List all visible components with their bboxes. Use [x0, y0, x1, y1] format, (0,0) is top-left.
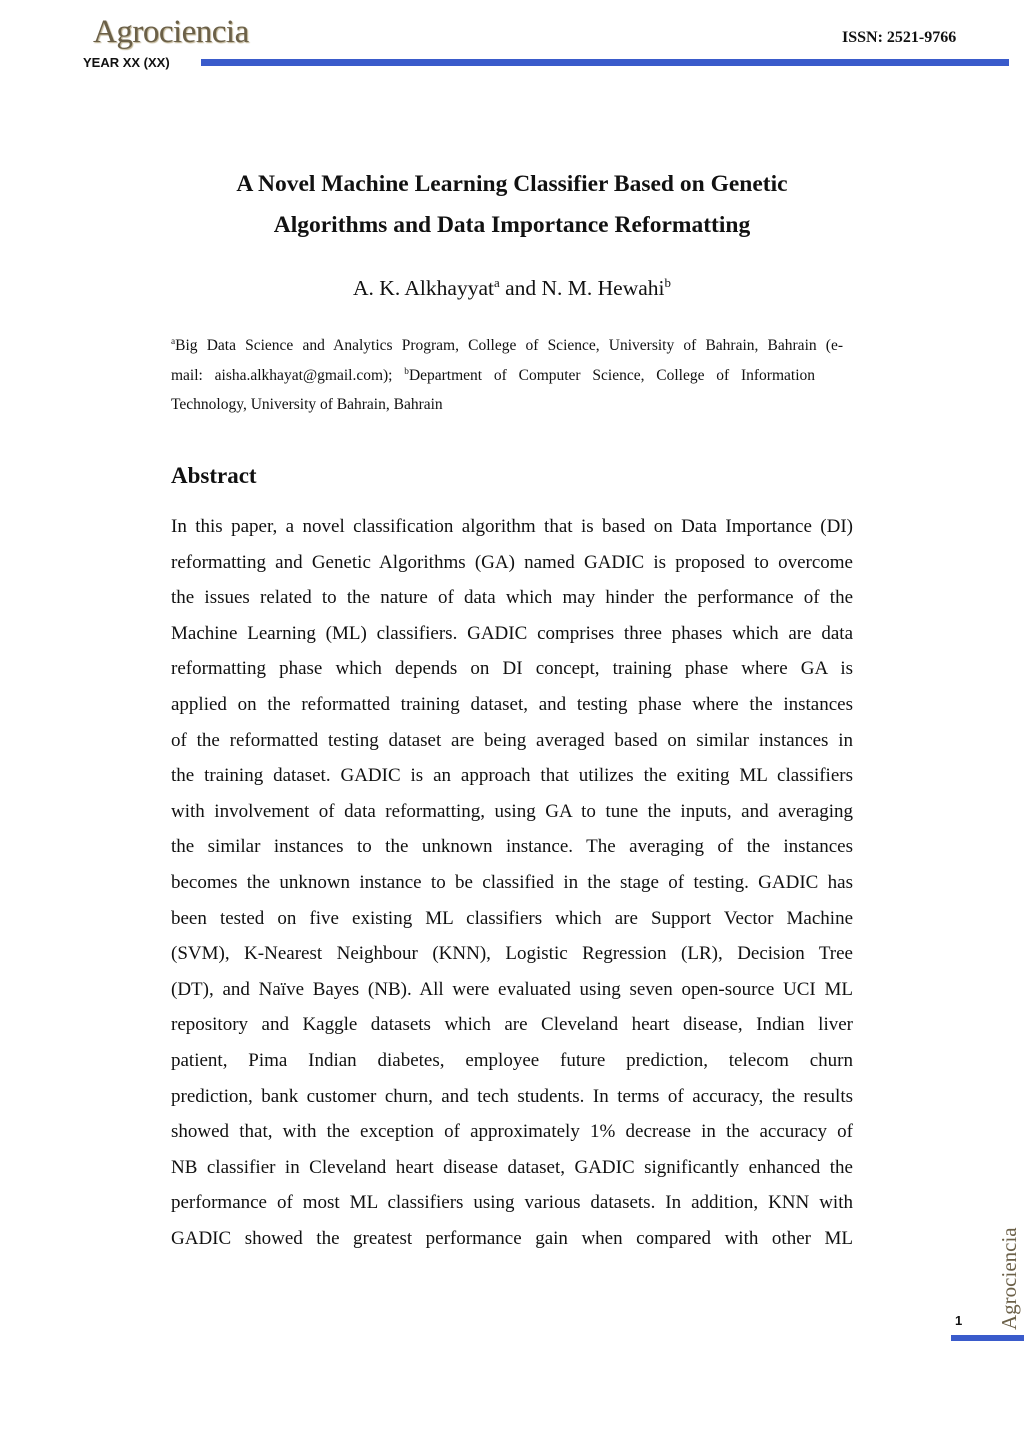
abstract-line: been tested on five existing ML classifiers which are Support Vector Machine [171, 907, 853, 929]
abstract-line: showed that, with the exception of approximately 1% decrease in the accuracy of [171, 1121, 853, 1143]
abstract-line: the similar instances to the unknown instance. The averaging of the instances [171, 836, 853, 858]
abstract-line: repository and Kaggle datasets which are Cleveland heart disease, Indian liver [171, 1014, 853, 1036]
side-logo: Agrociencia [997, 1227, 1021, 1330]
abstract-line: reformatting and Genetic Algorithms (GA) named GADIC is proposed to overcome [171, 551, 853, 573]
abstract-heading: Abstract [171, 463, 257, 488]
header-rule [201, 59, 1009, 66]
abstract-line: patient, Pima Indian diabetes, employee future prediction, telecom churn [171, 1050, 853, 1071]
affiliation-line-3: Technology, University of Bahrain, Bahrain [171, 396, 443, 413]
abstract-line: prediction, bank customer churn, and tech students. In terms of accuracy, the results [171, 1085, 853, 1107]
abstract-line: NB classifier in Cleveland heart disease dataset, GADIC significantly enhanced the [171, 1156, 853, 1178]
abstract-line: GADIC showed the greatest performance gain when compared with other ML [171, 1228, 853, 1249]
paper-title-line-2: Algorithms and Data Importance Reformatting [273, 212, 751, 238]
aff-email: mail: aisha.alkhayat@gmail.com); [171, 367, 405, 385]
abstract-line: (SVM), K-Nearest Neighbour (KNN), Logistic Regression (LR), Decision Tree [171, 943, 853, 965]
page-number: 1 [955, 1313, 963, 1328]
volume-label: YEAR XX (XX) [83, 55, 170, 70]
affiliation-line-2 [171, 367, 815, 385]
journal-logo: Agrociencia [93, 14, 249, 50]
paper-title-line-1: A Novel Machine Learning Classifier Based on Genetic [236, 171, 788, 197]
abstract-line: applied on the reformatted training dataset, and testing phase where the instances [171, 694, 853, 715]
abstract-line: (DT), and Naïve Bayes (NB). All were evaluated using seven open-source UCI ML [171, 978, 853, 1000]
abstract-line: the issues related to the nature of data which may hinder the performance of the [171, 587, 853, 609]
abstract-line: with involvement of data reformatting, using GA to tune the inputs, and averaging [171, 800, 853, 822]
abstract-line: performance of most ML classifiers using various datasets. In addition, KNN with [171, 1192, 853, 1214]
abstract-line: reformatting phase which depends on DI concept, training phase where GA is [171, 658, 853, 680]
aff-a-text: Big Data Science and Analytics Program, College of Science, University of Bahrain, Bahrain (e- [175, 337, 843, 355]
author-1: A. K. Alkhayyat [353, 276, 494, 301]
aff-b-text: Department of Computer Science, College of Information [408, 367, 816, 385]
affiliation-line-1 [171, 337, 843, 355]
abstract-line: of the reformatted testing dataset are being averaged based on similar instances in [171, 729, 853, 751]
footer-rule [951, 1335, 1024, 1341]
abstract-line: In this paper, a novel classification algorithm that is based on Data Importance (DI) [171, 516, 853, 537]
author-2: N. M. Hewahi [541, 276, 665, 301]
aff-a-sup: a [171, 337, 176, 347]
abstract-line: becomes the unknown instance to be classified in the stage of testing. GADIC has [171, 872, 853, 893]
authors-and: and [499, 276, 542, 301]
abstract-line: Machine Learning (ML) classifiers. GADIC comprises three phases which are data [171, 622, 853, 644]
author-1-sup: a [493, 276, 500, 290]
abstract-line: the training dataset. GADIC is an approach that utilizes the exiting ML classifiers [171, 765, 853, 787]
author-2-sup: b [664, 276, 671, 290]
authors [0, 276, 1024, 301]
aff-b-sup: b [404, 367, 409, 377]
issn-label: ISSN: 2521-9766 [842, 29, 957, 46]
